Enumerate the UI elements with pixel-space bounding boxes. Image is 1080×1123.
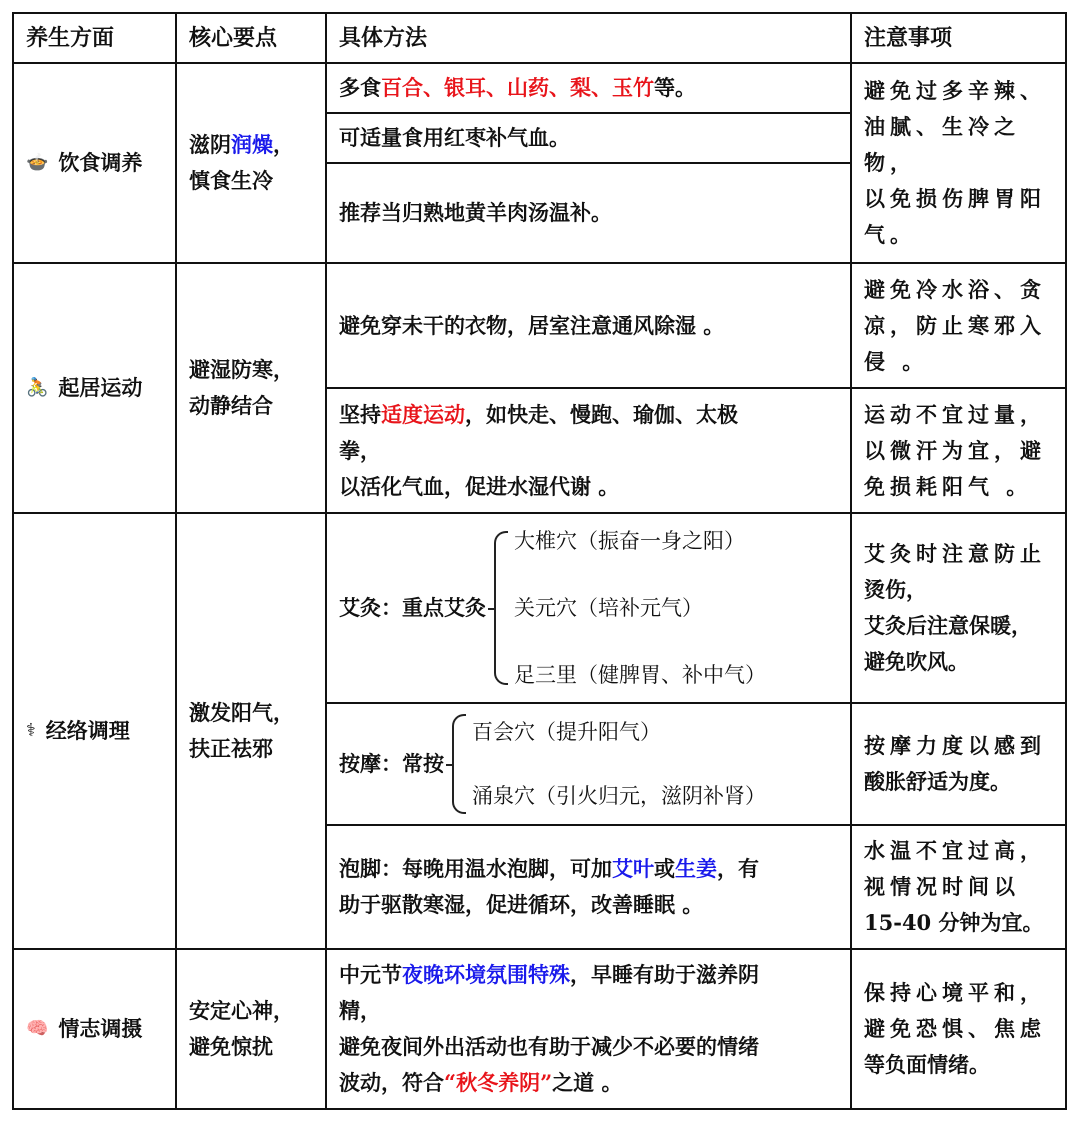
aspect-diet: [14, 64, 177, 264]
notes-lifestyle-1: [852, 264, 1067, 389]
method-text: 波动，符合: [339, 1070, 444, 1095]
header-aspect: [14, 14, 177, 64]
note-line: 凉，防止寒邪入: [864, 312, 1046, 338]
core-text: 安定心神，: [189, 998, 294, 1023]
method-lifestyle-2: [327, 389, 852, 514]
note-line: 以微汗为宜，避: [864, 437, 1046, 463]
core-lifestyle: [177, 264, 327, 514]
acupoint-item: 足三里（健脾胃、补中气）: [514, 663, 766, 687]
core-text: 滋阴: [189, 132, 231, 157]
caduceus-icon: ⚕: [26, 720, 36, 741]
note-line: 油腻、生冷之: [864, 114, 1020, 139]
header-aspect-label: 养生方面: [26, 25, 115, 51]
note-line: 避免恐惧、焦虑: [864, 1016, 1046, 1041]
note-line: 避免过多辛辣、: [864, 78, 1046, 103]
method-text-end: 等。: [654, 75, 696, 100]
acupoint-item: 百会穴（提升阳气）: [472, 720, 661, 744]
header-core: [177, 14, 327, 64]
aspect-label: 情志调摄: [58, 1016, 143, 1041]
aspect-meridian: [14, 514, 177, 950]
header-notes: [852, 14, 1067, 64]
core-diet: [177, 64, 327, 264]
core-text-line2: 避免惊扰: [189, 1034, 273, 1059]
method-text-line2: 助于驱散寒湿，促进循环，改善睡眠 。: [339, 892, 704, 917]
header-notes-label: 注意事项: [864, 25, 953, 51]
method-diet-3: [327, 164, 852, 264]
note-line: 15-40 分钟为宜。: [864, 910, 1044, 935]
aspect-emotion: [14, 950, 177, 1108]
method-label: 按摩：常按: [339, 751, 444, 776]
notes-massage: [852, 704, 1067, 826]
core-text-line2: 扶正祛邪: [189, 736, 273, 761]
note-line: 艾灸后注意保暖，: [864, 613, 1032, 638]
aspect-label: 饮食调养: [58, 150, 143, 175]
note-line: 运动不宜过量，: [864, 401, 1046, 427]
method-text: 避免穿未干的衣物，居室注意通风除湿 。: [339, 312, 725, 338]
note-line: 保持心境平和，: [864, 980, 1046, 1005]
method-text-cont: ，如快走、慢跑、瑜伽、太极: [465, 401, 738, 427]
method-lifestyle-1: [327, 264, 852, 389]
note-line: 侵 。: [864, 348, 929, 374]
note-line: 酸胀舒适为度。: [864, 769, 1011, 794]
method-diet-1: [327, 64, 852, 114]
acupoint-item: 涌泉穴（引火归元，滋阴补肾）: [472, 784, 766, 808]
method-highlight: “秋冬养阴”: [444, 1070, 553, 1095]
note-line: 免损耗阳气 。: [864, 473, 1033, 499]
note-line: 按摩力度以感到: [864, 733, 1046, 758]
method-text: 坚持: [339, 401, 381, 427]
method-text: ，有: [717, 856, 759, 881]
note-line: 视情况时间以: [864, 874, 1020, 899]
method-massage: [327, 704, 852, 826]
method-emotion: [327, 950, 852, 1108]
method-text-line2: 精，: [339, 998, 381, 1023]
brain-icon: 🧠: [26, 1018, 49, 1039]
brace-icon: [494, 531, 508, 685]
method-highlight: 适度运动: [381, 401, 465, 427]
note-line: 物，: [864, 150, 916, 175]
method-text-line2: 拳，: [339, 437, 381, 463]
method-text: 之道 。: [552, 1070, 623, 1095]
method-text-line3: 避免夜间外出活动也有助于减少不必要的情绪: [339, 1034, 759, 1059]
core-text: 避湿防寒，: [189, 357, 294, 382]
note-line: 避免吹风。: [864, 649, 969, 674]
notes-lifestyle-2: [852, 389, 1067, 514]
stew-pot-icon: 🍲: [26, 152, 49, 173]
method-moxibustion: [327, 514, 852, 704]
acupoint-item: 关元穴（培补元气）: [514, 596, 703, 620]
cyclist-icon: 🚴: [26, 377, 49, 398]
header-method-label: 具体方法: [339, 25, 428, 51]
header-core-label: 核心要点: [189, 25, 278, 51]
notes-emotion: [852, 950, 1067, 1108]
method-text: 可适量食用红枣补气血。: [339, 125, 570, 150]
aspect-label: 经络调理: [45, 718, 130, 743]
method-text: 或: [654, 856, 675, 881]
method-highlight: 百合、银耳、山药、梨、玉竹: [381, 75, 654, 100]
method-highlight: 艾叶: [612, 856, 654, 881]
method-text: ，早睡有助于滋养阴: [570, 962, 759, 987]
core-text-line2: 动静结合: [189, 393, 273, 418]
core-punct: ，: [273, 132, 294, 157]
aspect-lifestyle: [14, 264, 177, 514]
note-line: 烫伤，: [864, 577, 927, 602]
note-line: 气。: [864, 222, 916, 247]
method-text-line3: 以活化气血，促进水湿代谢 。: [339, 473, 620, 499]
method-text: 中元节: [339, 962, 402, 987]
method-foot-soak: [327, 826, 852, 950]
note-line: 以免损伤脾胃阳: [864, 186, 1046, 211]
header-method: [327, 14, 852, 64]
note-line: 避免冷水浴、贪: [864, 276, 1046, 302]
notes-moxibustion: [852, 514, 1067, 704]
method-label: 艾灸：重点艾灸: [339, 595, 486, 620]
method-highlight: 夜晚环境氛围特殊: [402, 962, 570, 987]
core-emotion: [177, 950, 327, 1108]
method-text: 泡脚：每晚用温水泡脚，可加: [339, 856, 612, 881]
acupoint-item: 大椎穴（振奋一身之阳）: [514, 529, 745, 553]
aspect-label: 起居运动: [58, 375, 143, 400]
note-line: 艾灸时注意防止: [864, 541, 1046, 566]
note-line: 等负面情绪。: [864, 1052, 990, 1077]
notes-foot-soak: [852, 826, 1067, 950]
core-meridian: [177, 514, 327, 950]
method-highlight: 生姜: [675, 856, 717, 881]
health-care-table: [12, 12, 1067, 1110]
note-line: 水温不宜过高，: [864, 838, 1046, 863]
core-text: 激发阳气，: [189, 700, 294, 725]
method-text: 多食: [339, 75, 381, 100]
core-text-line2: 慎食生冷: [189, 168, 273, 193]
brace-icon: [452, 714, 466, 814]
core-highlight: 润燥: [231, 132, 273, 157]
method-text: 推荐当归熟地黄羊肉汤温补。: [339, 200, 612, 225]
method-diet-2: [327, 114, 852, 164]
notes-diet: [852, 64, 1067, 264]
